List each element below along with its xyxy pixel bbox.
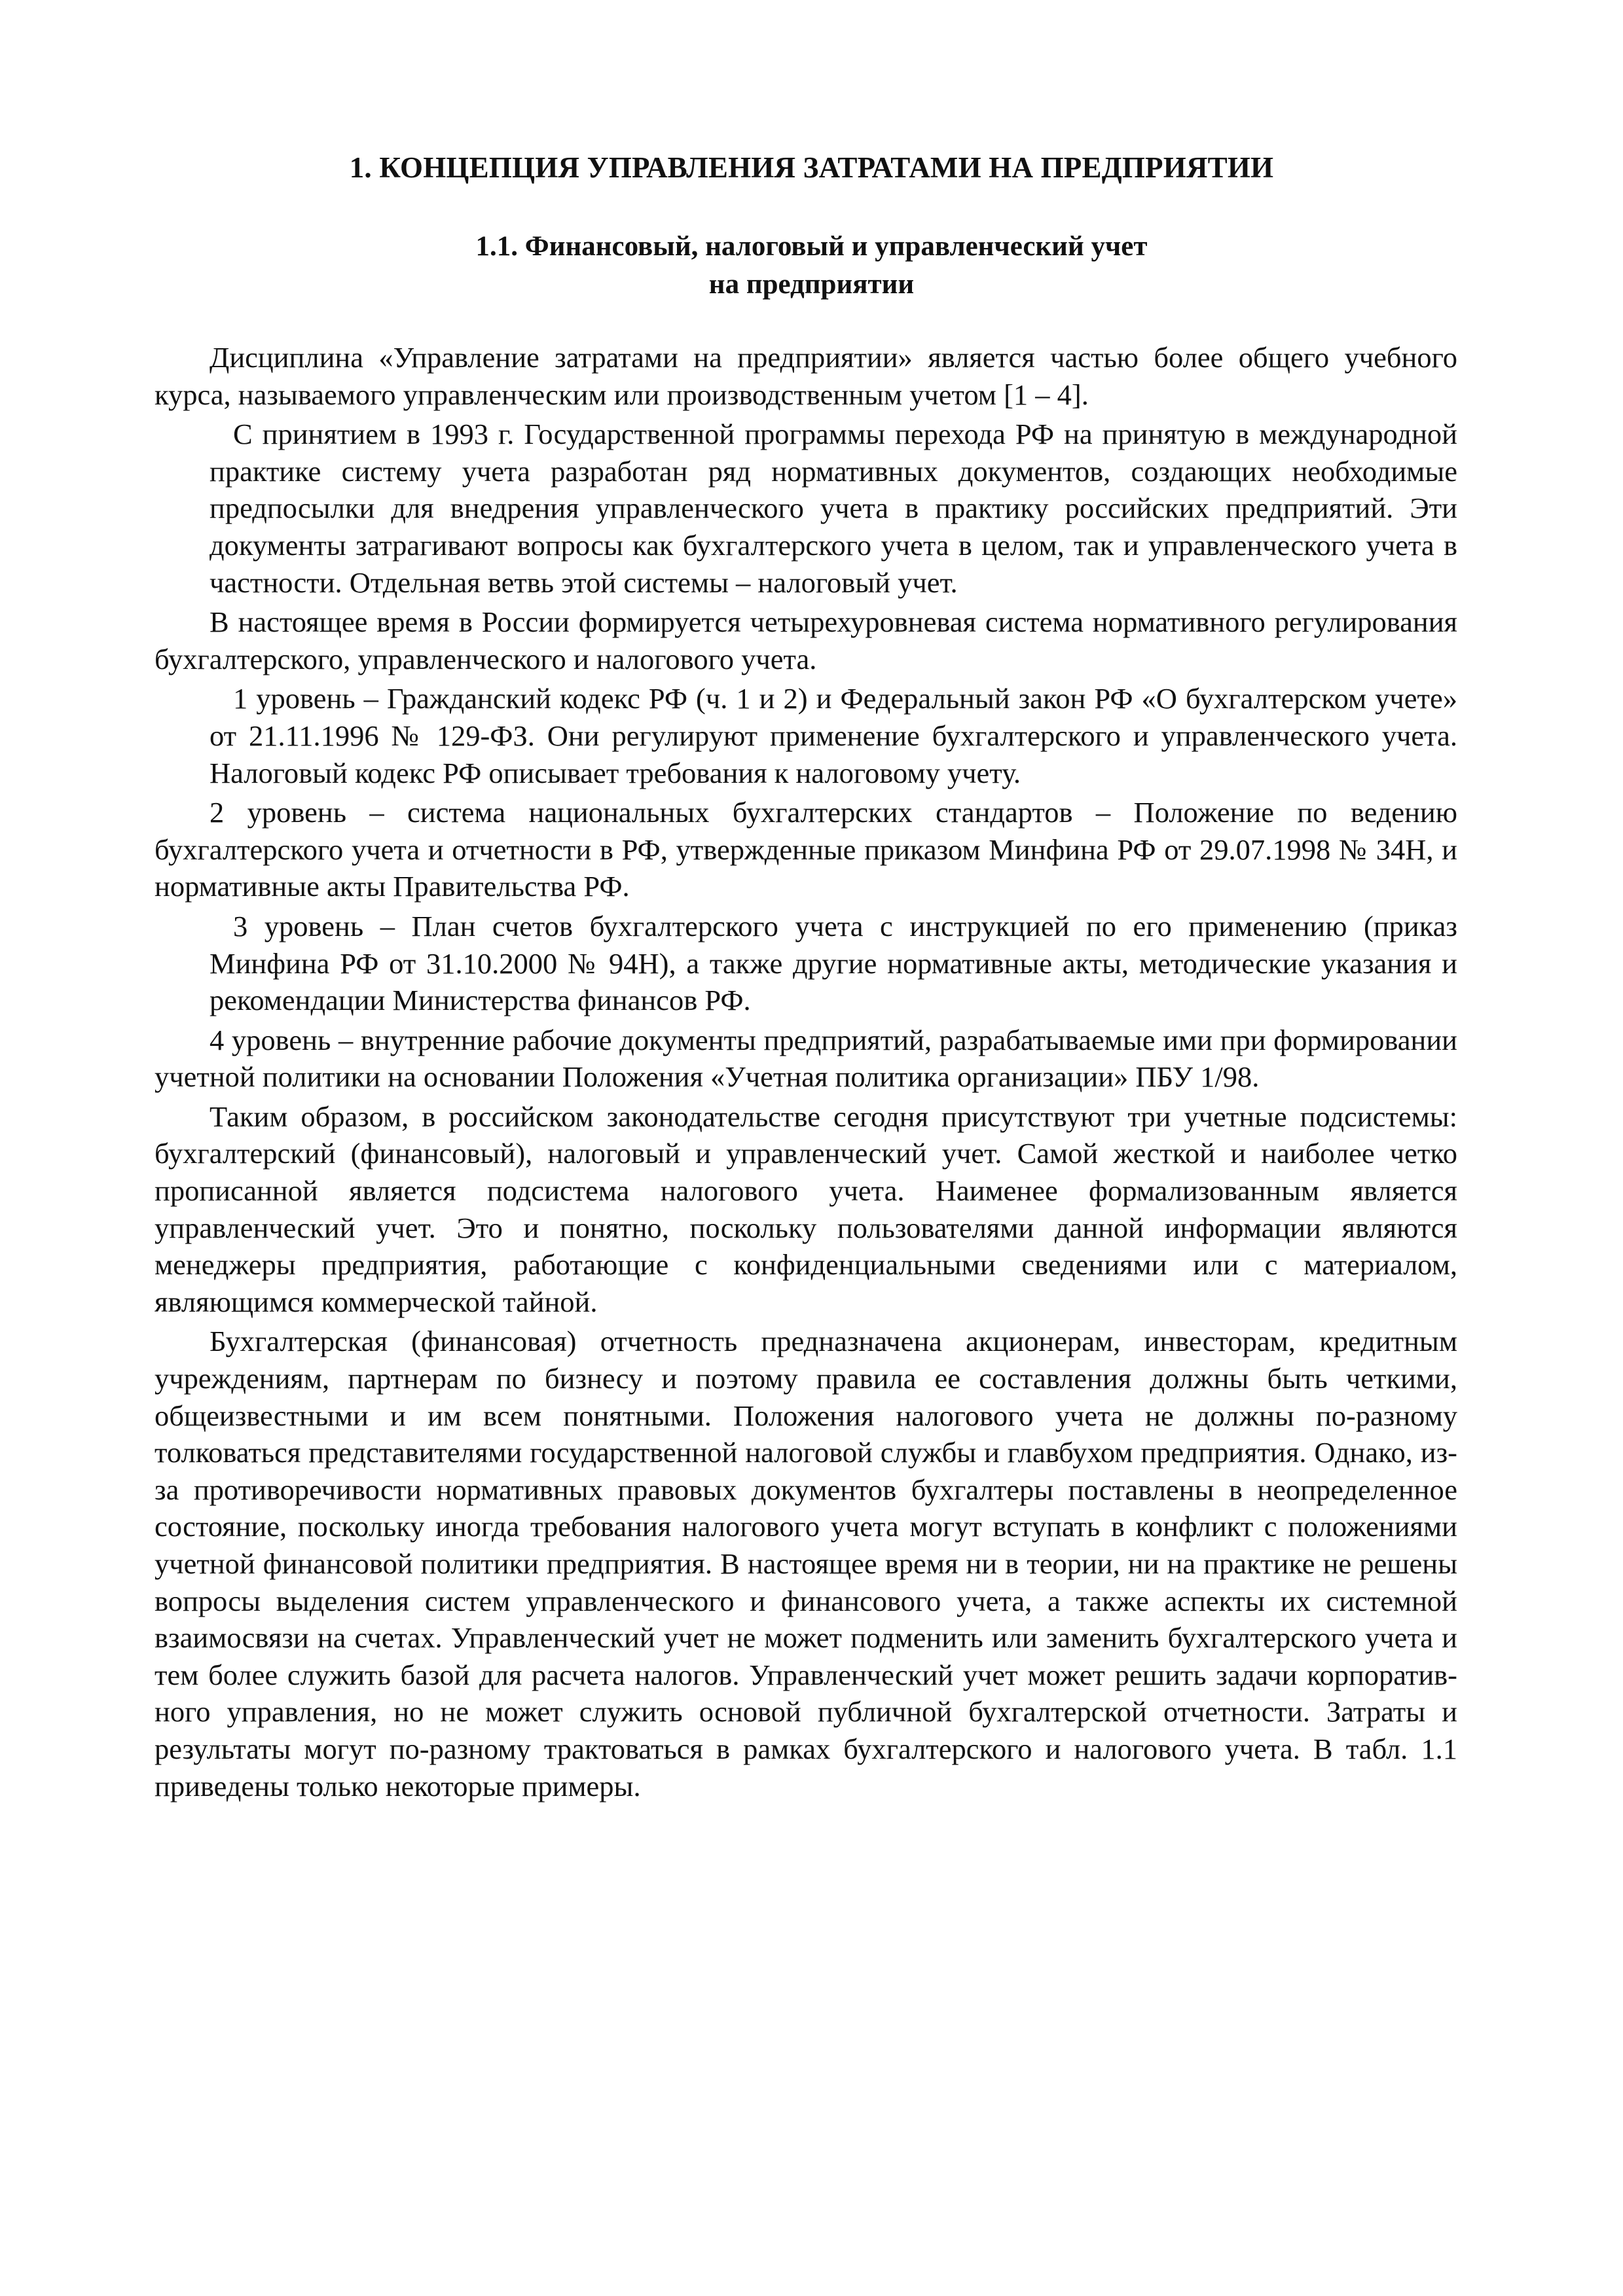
paragraph-program-1993: С принятием в 1993 г. Государственной программы перехода РФ на принятую в международной практике систему учета разработан ряд нормативных документов, создающих необходимые предпосылки для внедрения управленческого учета в практику российских предприятий. Эти документы затрагивают вопросы как бухгалтерского учета в целом, так и управленческого учета в частности. Отдельная ветвь этой системы – налоговый учет. [210,418,1457,599]
body-text [155,339,1457,1804]
paragraph-financial-reporting: Бухгалтерская (финансовая) отчетность предназначена акционерам, инвесторам, кредитным учреждениям, партнерам по бизнесу и поэтому правила ее составления должны быть четкими, общеизвестными и им всем понятными. Положения налогового учета не должны по-разному толковаться представителями государственной налоговой службы и главбухом предприятия. Однако, из-за противоречивости нормативных правовых документов бухгалтеры поставлены в неопределенное состояние, поскольку иногда требования налогового учета могут вступать в конфликт с положениями учетной финансовой политики предприятия. В настоящее время ни в теории, ни на практике не решены вопросы выделения систем управленческого и финансового учета, а также аспекты их системной взаимосвязи на счетах. Управленческий учет не может подменить или заменить бухгалтерского учета и тем более служить базой для расчета налогов. Управленческий учет может решить задачи корпоративного управления, но не может служить основой публичной бухгалтерской отчетности. Затраты и результаты могут по-разному трактоваться в рамках бухгалтерского и налогового учета. В табл. 1.1 приведены только некоторые примеры. [155,1325,1457,1803]
section-title [0,228,1623,304]
paragraph-level-2: 2 уровень – система национальных бухгалтерских стандартов – Положение по ведению бухгалтерского учета и отчетности в РФ, утвержденные приказом Минфина РФ от 29.07.1998 № 34Н, и нормативные акты Правительства РФ. [155,796,1457,903]
paragraph-three-subsystems: Таким образом, в российском законодательстве сегодня присутствуют три учетные подсистемы: бухгалтерский (финансовый), налоговый и управленческий учет. Самой жесткой и наиболее четко прописанной является подсистема налогового учета. Наименее формализованным является управленческий учет. Это и понятно, поскольку пользователями данной информации являются менеджеры предприятия, работающие с конфиденциальными сведениями или с материалом, являющимся коммерческой тайной. [155,1100,1457,1318]
chapter-title: 1. КОНЦЕПЦИЯ УПРАВЛЕНИЯ ЗАТРАТАМИ НА ПРЕДПРИЯТИИ [349,151,1274,184]
section-title-line2: на предприятии [708,269,915,300]
paragraph-level-4: 4 уровень – внутренние рабочие документы предприятий, разрабатываемые ими при формировании учетной политики на основании Положения «Учетная политика организации» ПБУ 1/98. [155,1023,1457,1094]
paragraph-level-1: 1 уровень – Гражданский кодекс РФ (ч. 1 и 2) и Федеральный закон РФ «О бухгалтерском учете» от 21.11.1996 № 129-ФЗ. Они регулируют применение бухгалтерского и управленческого учета. Налоговый кодекс РФ описывает требования к налоговому учету. [210,682,1457,789]
section-title-line1: 1.1. Финансовый, налоговый и управленческий учет [475,231,1148,262]
paragraph-intro: Дисциплина «Управление затратами на предприятии» является частью более общего учебного курса, называемого управленческим или производственным учетом [1 – 4]. [155,341,1457,411]
paragraph-four-level-system: В настоящее время в России формируется четырехуровневая система нормативного регулирования бухгалтерского, управленческого и налогового учета. [155,605,1457,675]
paragraph-level-3: 3 уровень – План счетов бухгалтерского учета с инструкцией по его применению (приказ Минфина РФ от 31.10.2000 № 94Н), а также другие нормативные акты, методические указания и рекомендации Министерства финансов РФ. [210,909,1457,1017]
